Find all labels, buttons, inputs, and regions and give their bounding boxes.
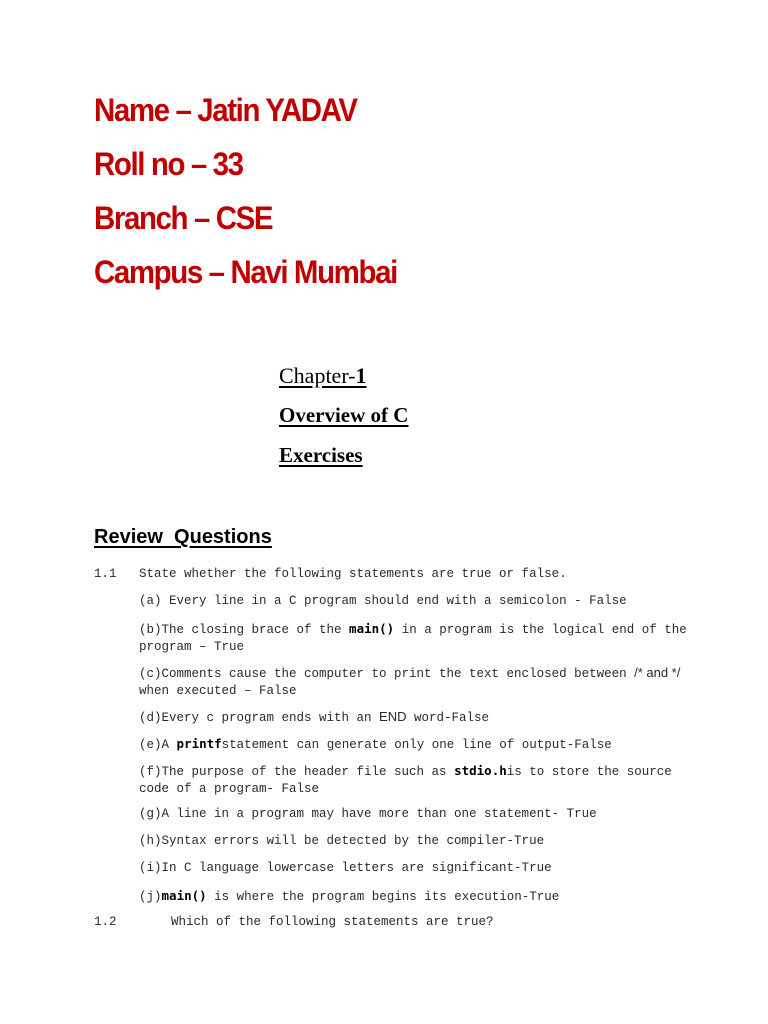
chapter-title: Overview of C: [279, 403, 409, 427]
statement-b-pre: (b)The closing brace of the: [139, 623, 350, 637]
statement-b-code: main(): [349, 621, 395, 636]
chapter-label: Chapter-: [279, 363, 356, 388]
statement-e-pre: (e)A: [139, 738, 177, 752]
statement-a: (a) Every line in a C program should end with a semicolon - False: [139, 594, 627, 608]
statement-f-pre: (f)The purpose of the header file such as: [139, 765, 455, 779]
statement-i: (i)In C language lowercase letters are significant-True: [139, 861, 552, 875]
statement-c-pre: (c)Comments cause the computer to print the text enclosed between: [139, 667, 635, 681]
review-questions-title: Review Questions: [94, 526, 272, 548]
statement-c: [139, 664, 699, 700]
chapter-subtitle: Exercises: [279, 443, 363, 467]
question-number: 1.1: [94, 567, 117, 581]
name-line: Name – Jatin YADAV: [94, 92, 357, 128]
statement-b: [139, 620, 699, 656]
roll-line: Roll no – 33: [94, 146, 243, 182]
statement-f-code: stdio.h: [454, 763, 507, 778]
statement-d-post: word-False: [406, 711, 490, 725]
branch-line: Branch – CSE: [94, 200, 273, 236]
question-number: 1.2: [94, 915, 117, 929]
statement-c-post: when executed – False: [139, 684, 297, 698]
statement-b-post: in a program is the logical end of the program – True: [139, 623, 687, 654]
statement-g: (g)A line in a program may have more than one statement- True: [139, 807, 597, 821]
statement-j-code: main(): [161, 888, 207, 903]
statement-j-pre: (j): [139, 890, 162, 904]
chapter-heading: [279, 365, 367, 387]
statement-e-code: printf: [176, 736, 222, 751]
statement-e-post: statement can generate only one line of output-False: [221, 738, 612, 752]
statement-c-symbols: /* and */: [634, 665, 681, 680]
statement-f-post: is to store the source code of a program- False: [139, 765, 672, 796]
statement-e: [139, 735, 699, 754]
question-text: Which of the following statements are true?: [171, 915, 494, 929]
statement-j-post: is where the program begins its execution-True: [206, 890, 560, 904]
statement-j: [139, 887, 699, 906]
statement-f: [139, 762, 699, 798]
statement-h: (h)Syntax errors will be detected by the compiler-True: [139, 834, 545, 848]
statement-d-pre: (d)Every c program ends with an: [139, 711, 380, 725]
chapter-number: 1: [355, 363, 367, 388]
campus-line: Campus – Navi Mumbai: [94, 254, 397, 290]
statement-d: [139, 708, 699, 727]
statement-d-keyword: END: [379, 709, 407, 724]
question-text: State whether the following statements are true or false.: [139, 567, 567, 581]
